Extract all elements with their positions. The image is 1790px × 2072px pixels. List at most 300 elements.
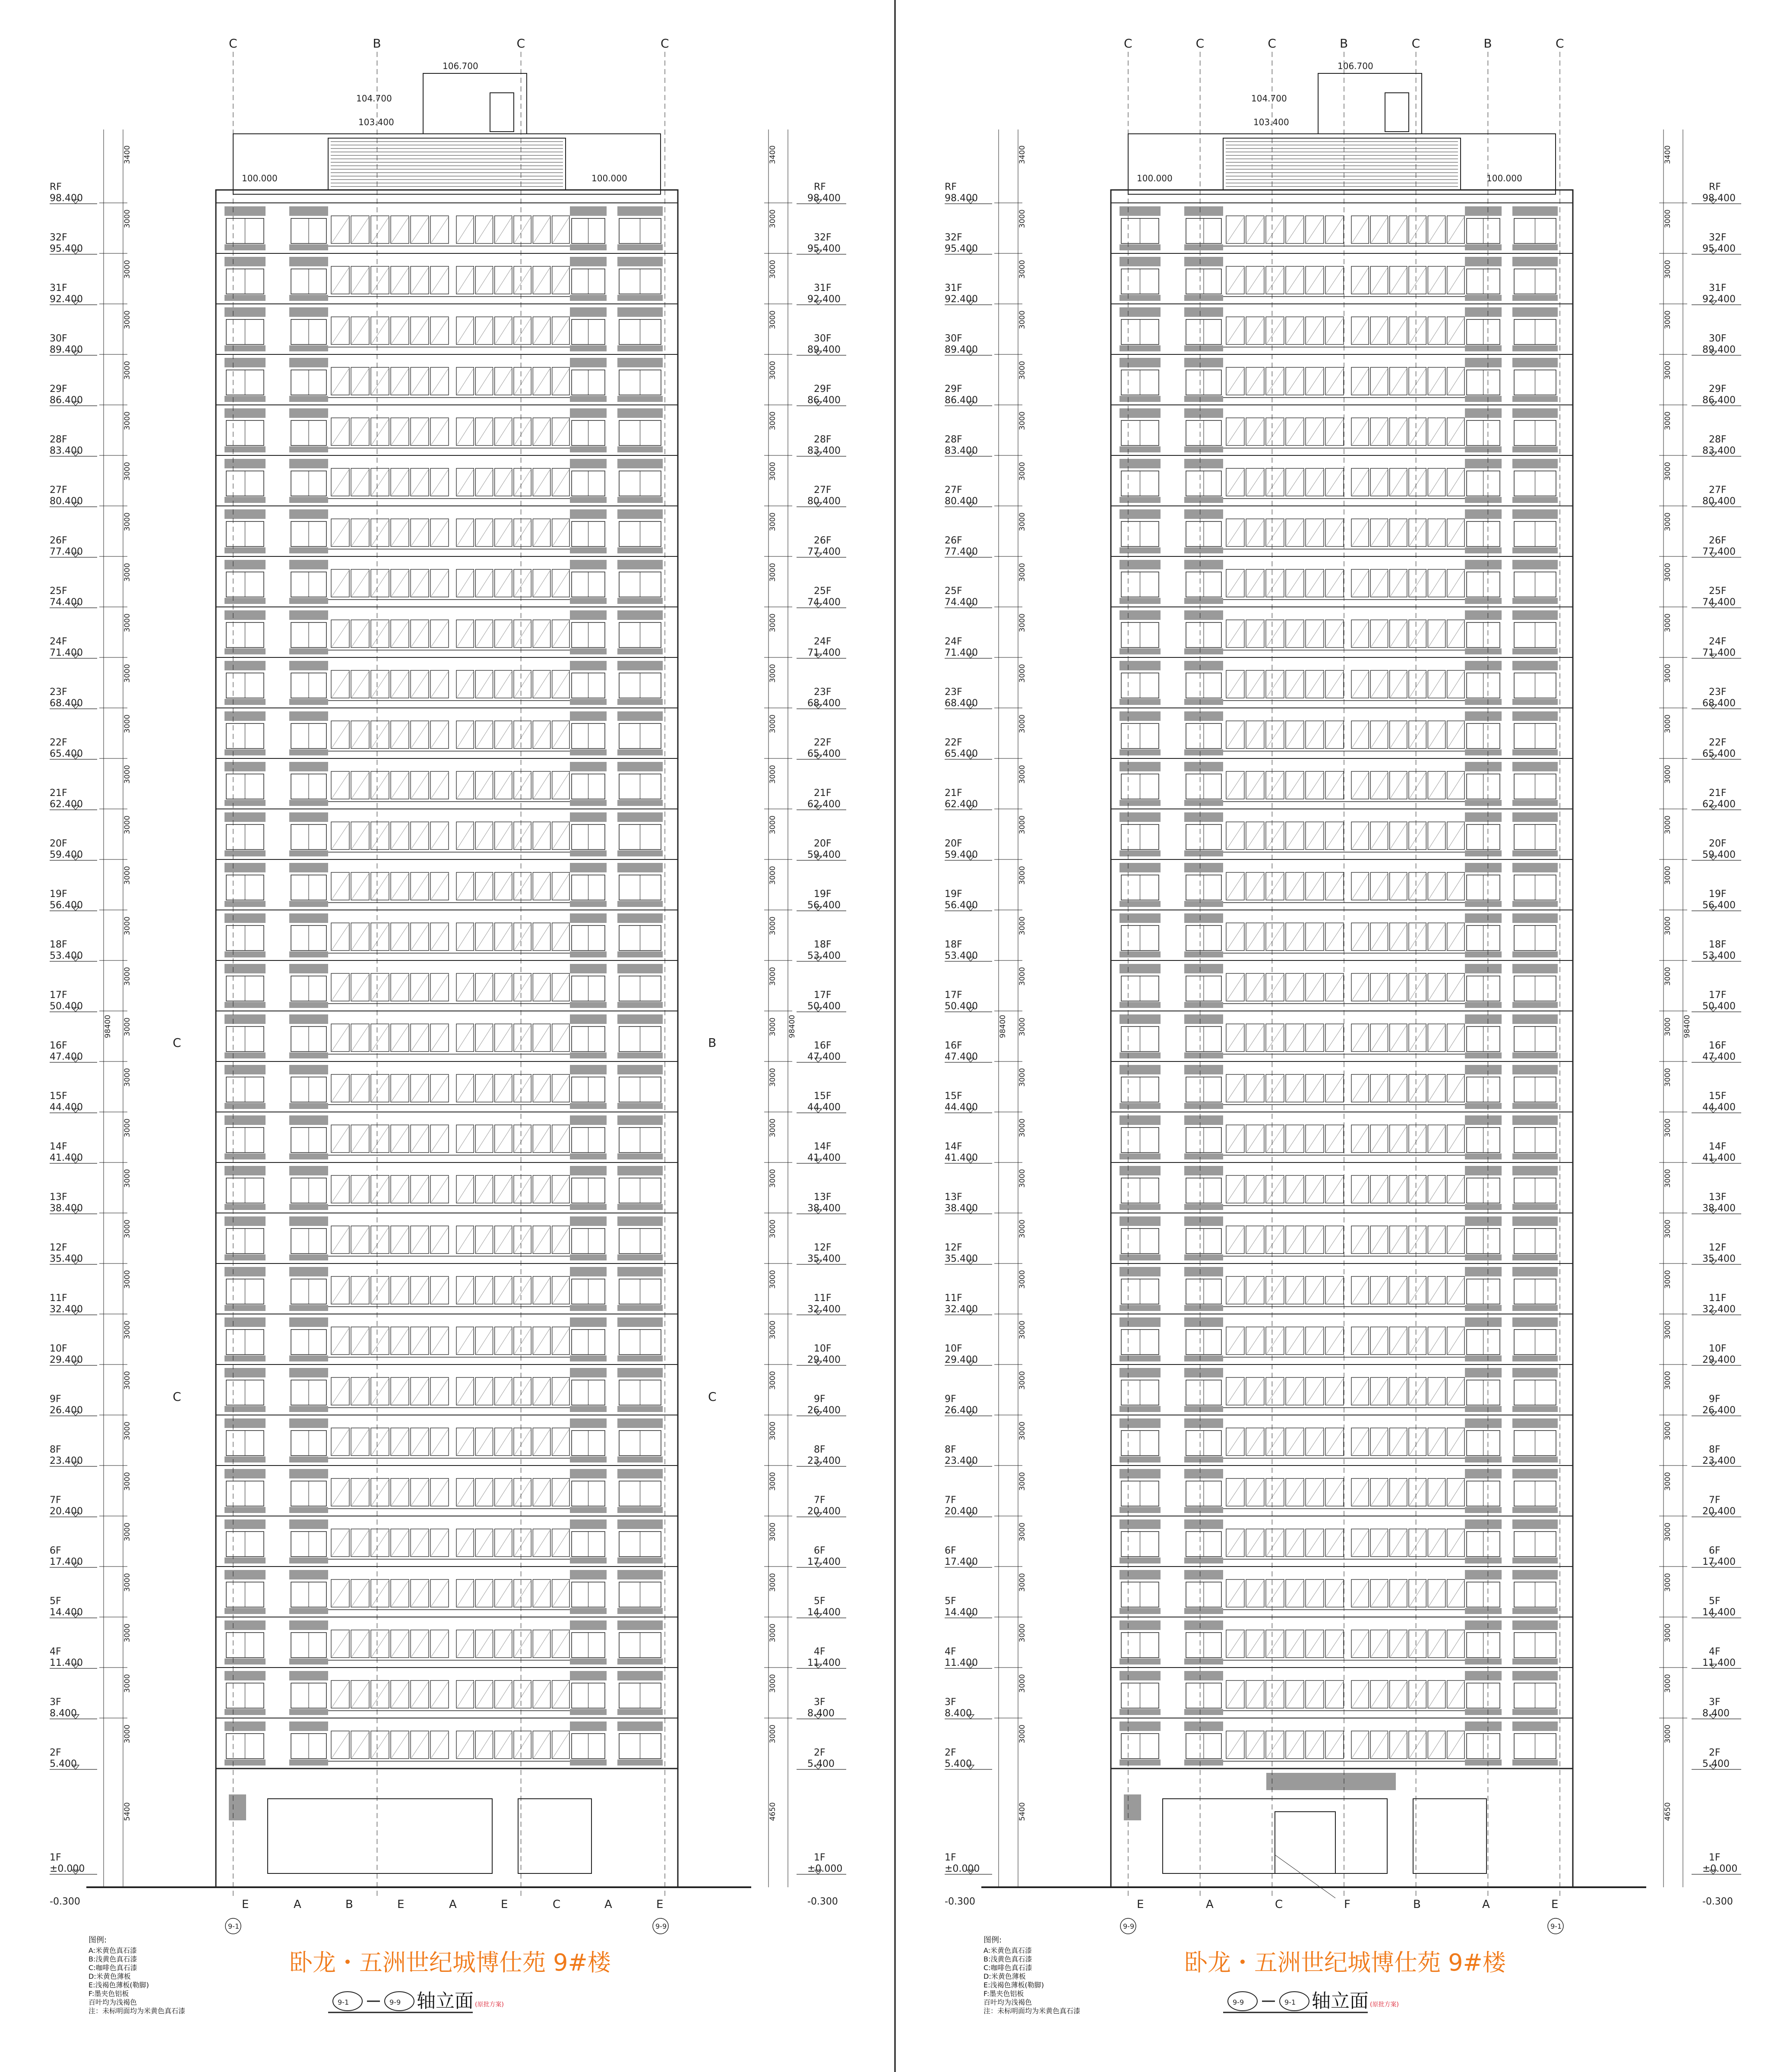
facade-panel: [1120, 1671, 1161, 1680]
facade-panel: [1465, 1254, 1502, 1260]
facade-panel: [1465, 244, 1502, 250]
facade-panel: [1465, 459, 1502, 468]
facade-panel: [1184, 598, 1223, 604]
dim-floor: 3000: [768, 209, 777, 228]
dim-floor: 3000: [1663, 1320, 1672, 1339]
dim-floor: 3000: [1018, 1169, 1027, 1188]
facade-panel: [617, 497, 663, 503]
facade-panel: [617, 1418, 663, 1428]
level-elev-right: 41.400: [1702, 1153, 1736, 1163]
level-name-left: 8F: [945, 1444, 956, 1455]
dim-floor: 3000: [1018, 411, 1027, 430]
axis-to-label: 9-9: [389, 1998, 401, 2006]
facade-panel: [1512, 749, 1558, 755]
level-elev-left: 14.400: [50, 1607, 83, 1618]
facade-panel: [1512, 244, 1558, 250]
legend-item: 百叶均为浅褐色: [984, 1998, 1032, 2006]
dim-floor: 3000: [768, 1371, 777, 1390]
facade-panel: [617, 358, 663, 367]
level-elev-left: 29.400: [50, 1355, 83, 1365]
facade-panel: [225, 1166, 266, 1175]
facade-panel: [1184, 1317, 1223, 1327]
level-name-right: 19F: [1709, 889, 1727, 900]
dim-floor: 3000: [123, 866, 132, 885]
facade-panel: [1120, 206, 1161, 216]
level-name-right: 19F: [814, 889, 832, 900]
facade-panel: [225, 358, 266, 367]
roof-level-roof-slab: 103.400: [1253, 117, 1289, 127]
facade-panel: [1184, 1166, 1223, 1175]
level-elev-left: 68.400: [945, 698, 978, 709]
material-mark: E: [242, 1898, 249, 1911]
scheme-note: (原批方案): [475, 2001, 504, 2008]
dim-floor: 3000: [1663, 1674, 1672, 1693]
roof-level-frame-left: 100.000: [1137, 173, 1173, 183]
facade-panel: [289, 711, 328, 721]
facade-panel: [289, 560, 328, 569]
level-elev-left: 92.400: [50, 294, 83, 305]
facade-panel: [289, 345, 328, 351]
dim-floor: 3000: [768, 664, 777, 683]
facade-panel: [570, 1204, 607, 1210]
legend-item: F:墨夹色铝板: [984, 1990, 1024, 1998]
facade-panel: [289, 951, 328, 957]
roof-level-machine-room: 104.700: [1251, 93, 1287, 104]
level-name-left: 18F: [50, 939, 67, 950]
level-name-right: 31F: [1709, 283, 1727, 294]
dim-floor: 3000: [1018, 1573, 1027, 1592]
level-name-right: 27F: [814, 485, 832, 496]
dim-floor: 3000: [1663, 714, 1672, 733]
material-mark: C: [1275, 1898, 1283, 1911]
dim-floor: 3000: [1018, 462, 1027, 481]
level-elev-left: 23.400: [945, 1456, 978, 1466]
facade-panel: [1120, 913, 1161, 923]
facade-panel: [1120, 1570, 1161, 1579]
facade-panel: [1465, 1519, 1502, 1529]
facade-panel: [289, 295, 328, 301]
facade-panel: [1512, 1671, 1558, 1680]
dim-floor: 3000: [1663, 815, 1672, 834]
facade-panel: [570, 295, 607, 301]
facade-panel: [289, 1608, 328, 1614]
level-name-left: 7F: [945, 1495, 956, 1506]
facade-panel: [289, 1570, 328, 1579]
level-name-right: 7F: [814, 1495, 825, 1506]
level-name-right: 32F: [1709, 232, 1727, 243]
level-elev-right: 80.400: [807, 496, 841, 507]
level-name-right: 10F: [814, 1343, 832, 1354]
level-name-left: 5F: [50, 1596, 61, 1607]
facade-panel: [225, 812, 266, 822]
facade-panel: [617, 307, 663, 317]
dim-floor: 3000: [768, 1169, 777, 1188]
facade-panel: [1512, 1254, 1558, 1260]
facade-panel: [1120, 661, 1161, 670]
level-name-right: 5F: [814, 1596, 825, 1607]
facade-panel: [1465, 1002, 1502, 1008]
level-elev-left: 38.400: [945, 1203, 978, 1214]
facade-panel: [1465, 509, 1502, 519]
level-name-right: 18F: [814, 939, 832, 950]
facade-panel: [1465, 610, 1502, 620]
section-mark-top: C: [1268, 36, 1276, 51]
level-name-left: RF: [945, 182, 957, 193]
facade-panel: [1184, 1002, 1223, 1008]
axis-bubble-label: 9-1: [228, 1922, 240, 1930]
level-elev-right: 29.400: [807, 1355, 841, 1365]
level-name-left: 21F: [945, 788, 962, 799]
facade-panel: [1184, 1052, 1223, 1058]
facade-panel: [225, 1620, 266, 1630]
dim-floor: 3000: [1018, 260, 1027, 279]
facade-panel: [617, 244, 663, 250]
facade-panel: [570, 396, 607, 402]
facade-panel: [225, 1456, 266, 1462]
facade-panel: [1465, 1759, 1502, 1766]
facade-panel: [1512, 1456, 1558, 1462]
dim-floor: 3000: [1663, 1068, 1672, 1087]
level-elev-left: 56.400: [945, 900, 978, 911]
facade-panel: [1512, 307, 1558, 317]
level-elev-right: 44.400: [1702, 1102, 1736, 1113]
level-name-right: 29F: [1709, 384, 1727, 395]
facade-panel: [225, 509, 266, 519]
level-elev-right: 47.400: [1702, 1052, 1736, 1062]
level-elev-left: 11.400: [50, 1658, 83, 1668]
dim-floor: 3000: [768, 916, 777, 935]
level-name-right: 26F: [1709, 535, 1727, 546]
level-name-left: 4F: [945, 1646, 956, 1657]
facade-panel: [617, 610, 663, 620]
dim-floor: 3000: [768, 411, 777, 430]
level-name-left: 24F: [50, 636, 67, 647]
roof-level-roof-slab: 103.400: [358, 117, 394, 127]
facade-panel: [225, 446, 266, 452]
facade-panel: [570, 1153, 607, 1159]
level-name-right: 12F: [1709, 1242, 1727, 1253]
facade-panel: [1184, 1204, 1223, 1210]
facade-panel: [1184, 1103, 1223, 1109]
facade-panel: [617, 1065, 663, 1074]
facade-panel: [289, 850, 328, 856]
level-elev-left: 29.400: [945, 1355, 978, 1365]
facade-panel: [570, 257, 607, 266]
facade-panel: [1512, 1608, 1558, 1614]
ground-louver: [229, 1794, 246, 1820]
facade-panel: [570, 1507, 607, 1513]
material-mark: E: [501, 1898, 508, 1911]
level-elev-left: 17.400: [50, 1557, 83, 1567]
facade-panel: [570, 560, 607, 569]
facade-panel: [1184, 1254, 1223, 1260]
facade-panel: [570, 699, 607, 705]
dim-floor: 3000: [1663, 361, 1672, 380]
facade-panel: [225, 1153, 266, 1159]
level-name-right: 20F: [1709, 838, 1727, 849]
facade-panel: [1120, 1204, 1161, 1210]
dim-floor: 3000: [123, 1522, 132, 1541]
legend-item: A:米黄色真石漆: [89, 1946, 137, 1955]
facade-panel: [289, 1267, 328, 1276]
facade-panel: [1184, 408, 1223, 418]
level-elev-left: 95.400: [945, 243, 978, 254]
facade-panel: [1184, 1267, 1223, 1276]
facade-panel: [617, 1469, 663, 1478]
facade-panel: [1184, 509, 1223, 519]
facade-panel: [289, 812, 328, 822]
level-elev-right: 23.400: [1702, 1456, 1736, 1466]
dim-floor: 3000: [123, 1674, 132, 1693]
facade-panel: [289, 547, 328, 553]
facade-panel: [1512, 1115, 1558, 1125]
facade-panel: [225, 610, 266, 620]
facade-panel: [617, 1721, 663, 1731]
material-mark: F: [1344, 1898, 1350, 1911]
level-name-left: 20F: [945, 838, 962, 849]
facade-panel: [1512, 951, 1558, 957]
level-name-left: 29F: [945, 384, 962, 395]
level-elev-left: 32.400: [50, 1304, 83, 1315]
dim-floor: 3000: [123, 260, 132, 279]
facade-panel: [1465, 812, 1502, 822]
legend-item: D:米黄色薄板: [89, 1972, 131, 1980]
section-mark-top: B: [1483, 36, 1492, 51]
section-mark-side: B: [708, 1036, 717, 1050]
level-name-right: 22F: [1709, 737, 1727, 748]
facade-panel: [1120, 1759, 1161, 1766]
level-elev-left: 20.400: [50, 1506, 83, 1517]
facade-panel: [1465, 1658, 1502, 1665]
facade-panel: [617, 1014, 663, 1024]
material-mark: E: [1137, 1898, 1144, 1911]
facade-panel: [289, 1507, 328, 1513]
facade-panel: [1184, 913, 1223, 923]
dim-floor: 3000: [768, 1573, 777, 1592]
ground-elev-left: -0.300: [945, 1896, 975, 1907]
facade-panel: [617, 1709, 663, 1715]
dim-floor: 3000: [1663, 563, 1672, 582]
level-elev-right: 68.400: [1702, 698, 1736, 709]
level-name-right: 11F: [1709, 1293, 1727, 1304]
facade-panel: [1120, 1557, 1161, 1563]
facade-panel: [1184, 1418, 1223, 1428]
facade-panel: [1184, 1014, 1223, 1024]
facade-panel: [225, 648, 266, 654]
level-elev-right: 71.400: [807, 648, 841, 658]
facade-panel: [289, 1620, 328, 1630]
facade-panel: [1512, 345, 1558, 351]
facade-panel: [1465, 1709, 1502, 1715]
level-name-right: 3F: [814, 1697, 825, 1708]
level-name-left: 10F: [50, 1343, 67, 1354]
level-elev-right: 17.400: [807, 1557, 841, 1567]
facade-panel: [1184, 497, 1223, 503]
level-elev-right: 74.400: [1702, 597, 1736, 608]
facade-panel: [1512, 257, 1558, 266]
facade-panel: [1120, 1254, 1161, 1260]
axis-from-label: 9-9: [1233, 1998, 1244, 2006]
facade-panel: [289, 1658, 328, 1665]
level-name-left: 3F: [50, 1697, 61, 1708]
level-name-left: 21F: [50, 788, 67, 799]
facade-panel: [1465, 951, 1502, 957]
level-elev-right: 98.400: [807, 193, 841, 204]
level-elev-left: 89.400: [945, 344, 978, 355]
level-elev-right: 26.400: [807, 1405, 841, 1416]
facade-panel: [617, 1519, 663, 1529]
facade-panel: [617, 257, 663, 266]
facade-panel: [225, 497, 266, 503]
facade-panel: [1120, 1153, 1161, 1159]
facade-panel: [617, 1254, 663, 1260]
dim-floor: 3000: [1663, 916, 1672, 935]
dim-floor: 3000: [768, 1623, 777, 1642]
facade-panel: [1465, 345, 1502, 351]
facade-panel: [617, 661, 663, 670]
level-elev-left: 41.400: [945, 1153, 978, 1163]
level-elev-left: 83.400: [50, 445, 83, 456]
level-elev-right: 8.400: [807, 1708, 835, 1719]
facade-panel: [1184, 295, 1223, 301]
facade-panel: [1465, 699, 1502, 705]
dim-floor: 3000: [768, 1320, 777, 1339]
dim-floor: 3000: [1663, 512, 1672, 531]
dim-floor: 3000: [1018, 1472, 1027, 1491]
facade-panel: [1120, 547, 1161, 553]
facade-panel: [1512, 661, 1558, 670]
level-elev-right: 11.400: [1702, 1658, 1736, 1668]
level-elev-right: 95.400: [1702, 243, 1736, 254]
dim-floor: 3000: [1018, 1270, 1027, 1289]
level-name-left: 12F: [50, 1242, 67, 1253]
level-elev-right: 38.400: [807, 1203, 841, 1214]
level-name-right: 17F: [1709, 990, 1727, 1001]
facade-panel: [1120, 598, 1161, 604]
level-elev-left: 83.400: [945, 445, 978, 456]
level-elev-right: 35.400: [1702, 1254, 1736, 1264]
material-mark: E: [1551, 1898, 1559, 1911]
facade-panel: [1184, 1671, 1223, 1680]
facade-panel: [289, 1254, 328, 1260]
level-name-left: 2F: [50, 1747, 61, 1758]
facade-panel: [1512, 459, 1558, 468]
facade-panel: [225, 1204, 266, 1210]
facade-panel: [1120, 307, 1161, 317]
facade-panel: [1184, 1570, 1223, 1579]
facade-panel: [225, 1305, 266, 1311]
facade-panel: [1184, 459, 1223, 468]
facade-panel: [1184, 800, 1223, 806]
dim-floor: 3000: [1663, 1118, 1672, 1137]
facade-panel: [1184, 1519, 1223, 1529]
facade-panel: [617, 648, 663, 654]
dim-floor: 3000: [1018, 1219, 1027, 1238]
level-name-right: 7F: [1709, 1495, 1720, 1506]
level-name-right: 13F: [814, 1192, 832, 1203]
facade-panel: [225, 1014, 266, 1024]
facade-panel: [617, 396, 663, 402]
elevation-subtitle: 轴立面: [1312, 1990, 1369, 2012]
level-elev-left: 80.400: [945, 496, 978, 507]
level-name-right: 9F: [814, 1394, 825, 1405]
material-mark: A: [294, 1898, 301, 1911]
level-elev-left: 95.400: [50, 243, 83, 254]
level-elev-left: 62.400: [945, 799, 978, 810]
level-elev-right: 71.400: [1702, 648, 1736, 658]
facade-panel: [1512, 1002, 1558, 1008]
legend-heading: 图例:: [984, 1936, 1002, 1945]
facade-panel: [225, 964, 266, 973]
level-elev-left: 53.400: [945, 951, 978, 961]
level-name-right: 17F: [814, 990, 832, 1001]
level-name-left: 12F: [945, 1242, 962, 1253]
facade-panel: [1512, 408, 1558, 418]
level-name-left: 30F: [50, 333, 67, 344]
facade-panel: [225, 863, 266, 872]
facade-panel: [617, 446, 663, 452]
facade-panel: [225, 408, 266, 418]
level-name-right: 27F: [1709, 485, 1727, 496]
level-elev-left: 65.400: [945, 749, 978, 759]
ground-louver: [1124, 1794, 1141, 1820]
facade-panel: [1184, 1355, 1223, 1361]
facade-panel: [1120, 1456, 1161, 1462]
facade-panel: [1465, 1507, 1502, 1513]
facade-panel: [1512, 1166, 1558, 1175]
level-elev-right: 20.400: [807, 1506, 841, 1517]
dim-first-floor: 4650: [1663, 1802, 1672, 1821]
facade-panel: [617, 1204, 663, 1210]
facade-panel: [617, 408, 663, 418]
level-elev-left: 86.400: [945, 395, 978, 406]
dim-floor: 3000: [1018, 209, 1027, 228]
dim-floor: 3000: [768, 1674, 777, 1693]
level-elev-right: 83.400: [1702, 445, 1736, 456]
facade-panel: [225, 1671, 266, 1680]
facade-panel: [617, 1355, 663, 1361]
facade-panel: [617, 711, 663, 721]
level-name-left: 26F: [945, 535, 962, 546]
facade-panel: [617, 206, 663, 216]
facade-panel: [1184, 648, 1223, 654]
level-elev-right: 5.400: [807, 1759, 835, 1769]
dim-floor: 3000: [768, 1421, 777, 1440]
level-name-right: 9F: [1709, 1394, 1720, 1405]
dim-floor: 3000: [1018, 1421, 1027, 1440]
facade-panel: [289, 913, 328, 923]
facade-panel: [1120, 1519, 1161, 1529]
facade-panel: [1184, 762, 1223, 771]
facade-panel: [1120, 1065, 1161, 1074]
facade-panel: [1184, 1406, 1223, 1412]
facade-panel: [289, 1709, 328, 1715]
facade-panel: [225, 1418, 266, 1428]
facade-panel: [617, 762, 663, 771]
facade-panel: [570, 547, 607, 553]
facade-panel: [1120, 345, 1161, 351]
facade-panel: [1465, 1153, 1502, 1159]
facade-panel: [289, 358, 328, 367]
dim-floor: 3000: [1663, 209, 1672, 228]
facade-panel: [570, 459, 607, 468]
facade-panel: [289, 446, 328, 452]
facade-panel: [289, 1204, 328, 1210]
level-name-right: 3F: [1709, 1697, 1720, 1708]
level-elev-right: 32.400: [807, 1304, 841, 1315]
facade-panel: [570, 497, 607, 503]
facade-panel: [225, 1267, 266, 1276]
